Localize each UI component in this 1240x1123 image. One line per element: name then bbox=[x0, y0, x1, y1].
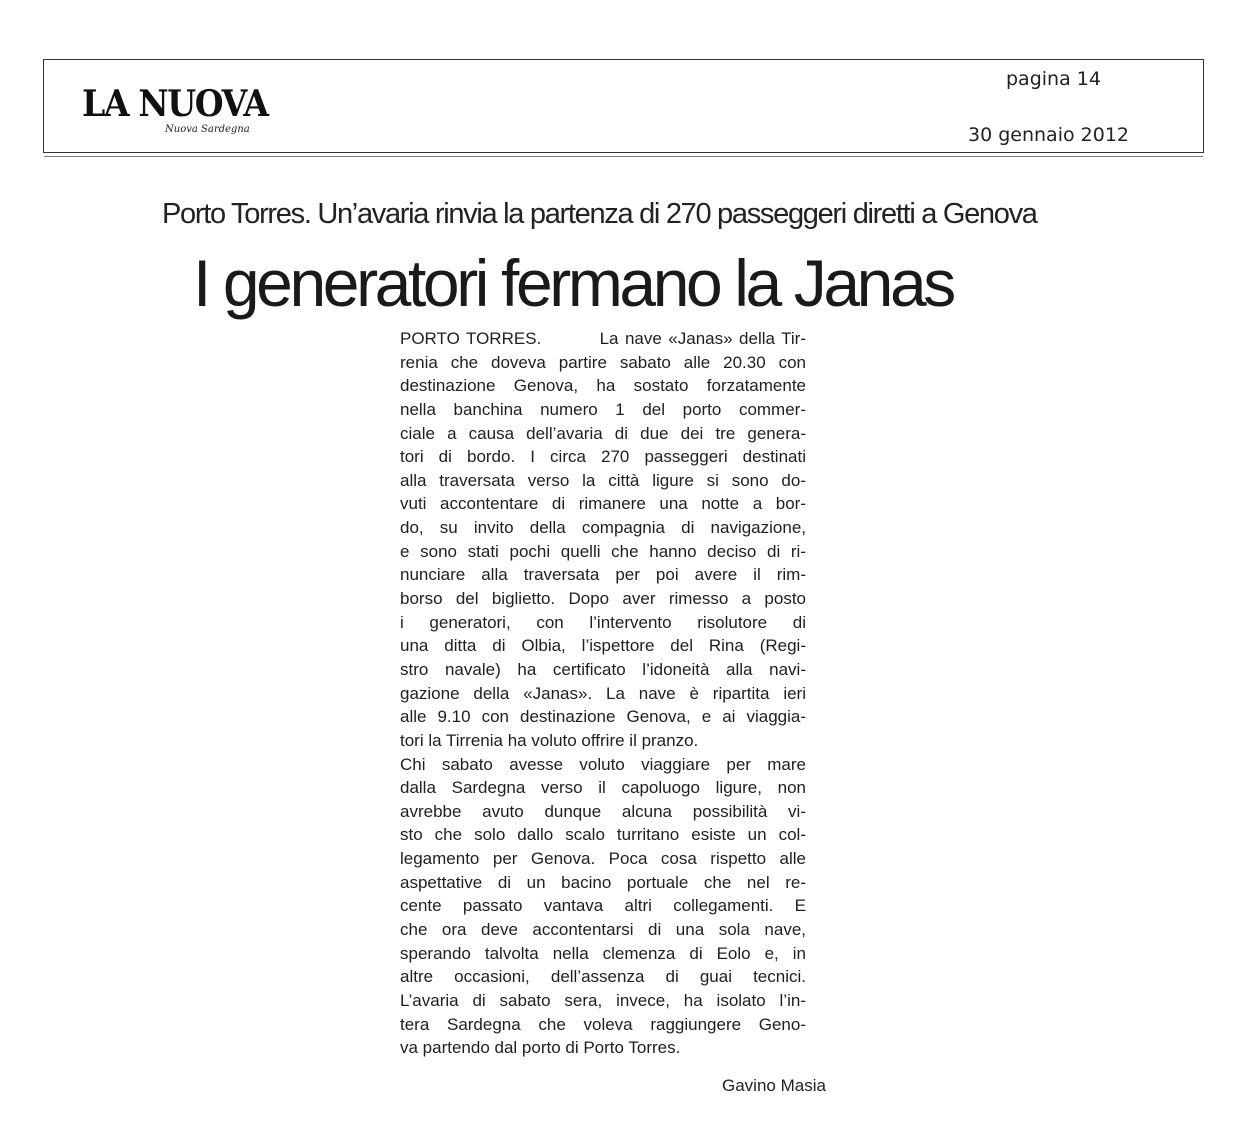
article-line: destinazione Genova, ha sostato forzatamente bbox=[400, 376, 806, 396]
article-overline: Porto Torres. Un’avaria rinvia la partenza di 270 passeggeri diretti a Genova bbox=[162, 198, 1037, 230]
article-line: gazione della «Janas». La nave è ripartita ieri bbox=[400, 683, 806, 703]
article-line: PORTO TORRES. La nave «Janas» della Tir- bbox=[400, 329, 806, 348]
article-line: avrebbe avuto dunque alcuna possibilità vi- bbox=[400, 801, 806, 821]
article-line: va partendo dal porto di Porto Torres. bbox=[400, 1038, 681, 1058]
article-line: vuti accontentare di rimanere una notte a bor- bbox=[400, 494, 806, 514]
article-line: legamento per Genova. Poca cosa rispetto alle bbox=[400, 849, 806, 869]
article-line: dalla Sardegna verso il capoluogo ligure, non bbox=[400, 778, 806, 798]
article-line: stro navale) ha certificato l’idoneità alla navi- bbox=[400, 659, 806, 679]
article-headline: I generatori fermano la Janas bbox=[193, 246, 953, 320]
article-body bbox=[400, 327, 806, 1060]
article-line: alla traversata verso la città ligure si sono do- bbox=[400, 470, 806, 490]
article-line: sperando talvolta nella clemenza di Eolo e, in bbox=[400, 943, 806, 963]
page-number: pagina 14 bbox=[1006, 68, 1101, 90]
article-line: una ditta di Olbia, l’ispettore del Rina (Regi- bbox=[400, 636, 806, 656]
article-line: cente passato vantava altri collegamenti. E bbox=[400, 896, 806, 916]
article-line: tera Sardegna che voleva raggiungere Geno- bbox=[400, 1014, 806, 1034]
article-line: Chi sabato avesse voluto viaggiare per mare bbox=[400, 754, 806, 774]
article-line: do, su invito della compagnia di navigazione, bbox=[400, 518, 806, 538]
article-line: nella banchina numero 1 del porto commer- bbox=[400, 399, 806, 419]
article-line: i generatori, con l’intervento risolutore di bbox=[400, 612, 806, 632]
article-byline: Gavino Masia bbox=[722, 1076, 826, 1095]
newspaper-logo bbox=[82, 83, 268, 135]
logo-main-text: LA NUOVA bbox=[82, 83, 268, 125]
article-line: aspettative di un bacino portuale che nel re- bbox=[400, 872, 806, 892]
logo-sub-text: Nuova Sardegna bbox=[165, 124, 250, 135]
article-line: L’avaria di sabato sera, invece, ha isolato l’in- bbox=[400, 990, 806, 1010]
article-line: sto che solo dallo scalo turritano esiste un col- bbox=[400, 825, 806, 845]
article-line: tori la Tirrenia ha voluto offrire il pranzo. bbox=[400, 730, 699, 750]
article-line: e sono stati pochi quelli che hanno deciso di ri- bbox=[400, 541, 806, 561]
article-line: altre occasioni, dell’assenza di guai tecnici. bbox=[400, 967, 806, 987]
article-line: alle 9.10 con destinazione Genova, e ai viaggia- bbox=[400, 707, 806, 727]
publication-date: 30 gennaio 2012 bbox=[968, 124, 1129, 146]
article-line: renia che doveva partire sabato alle 20.30 con bbox=[400, 352, 806, 372]
article-line: che ora deve accontentarsi di una sola nave, bbox=[400, 920, 806, 940]
newspaper-header bbox=[43, 59, 1204, 153]
article-line: ciale a causa dell’avaria di due dei tre genera- bbox=[400, 423, 806, 443]
article-line: nunciare alla traversata per poi avere il rim- bbox=[400, 565, 806, 585]
article-line: tori di bordo. I circa 270 passeggeri destinati bbox=[400, 447, 806, 467]
article-line: borso del biglietto. Dopo aver rimesso a posto bbox=[400, 589, 806, 609]
